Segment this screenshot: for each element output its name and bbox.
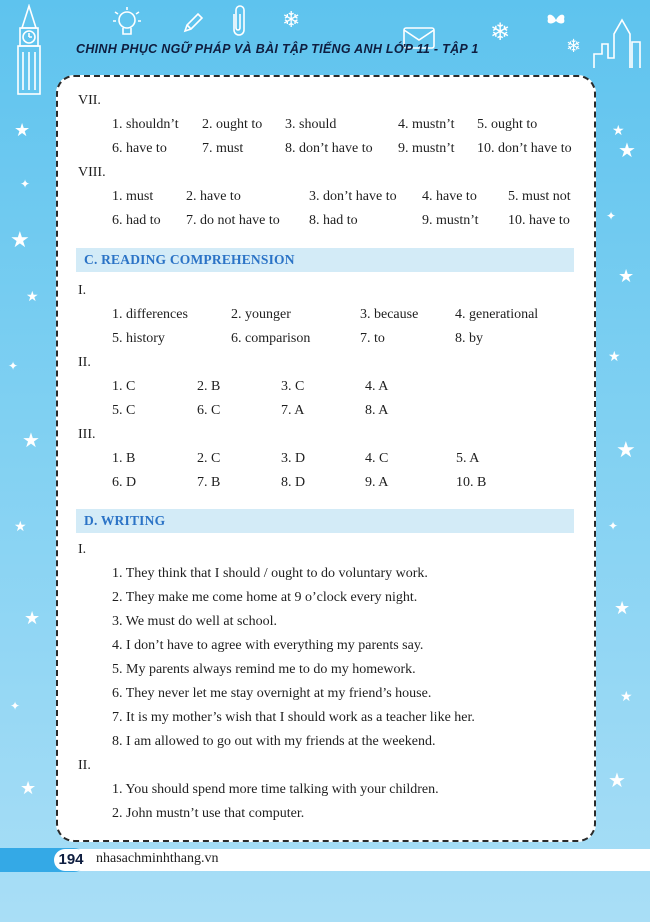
answer-item: 4. C <box>365 451 389 466</box>
section-heading-writing: D. WRITING <box>76 509 574 533</box>
answer-item: 7. do not have to <box>186 213 280 228</box>
answer-item: 10. don’t have to <box>477 141 572 156</box>
answer-item: 10. B <box>456 475 487 490</box>
answer-item: 8. A <box>365 403 389 418</box>
answer-item: 5. ought to <box>477 117 538 132</box>
answer-item: 1. C <box>112 379 136 394</box>
sentence-answer: 8. I am allowed to go out with my friends at the weekend. <box>112 734 436 749</box>
exercise-label: II. <box>78 355 91 370</box>
answer-item: 6. comparison <box>231 331 311 346</box>
exercise-label: VII. <box>78 93 101 108</box>
answer-item: 1. B <box>112 451 136 466</box>
exercise-label: II. <box>78 758 91 773</box>
star-icon: ★ <box>620 689 633 705</box>
answer-item: 5. history <box>112 331 165 346</box>
answer-item: 7. to <box>360 331 385 346</box>
answer-item: 10. have to <box>508 213 570 228</box>
sentence-answer: 2. They make me come home at 9 o’clock every night. <box>112 590 418 605</box>
answer-item: 6. D <box>112 475 137 490</box>
answer-item: 5. must not <box>508 189 571 204</box>
snowflake-icon: ❄ <box>490 18 511 46</box>
star-icon: ✦ <box>10 699 21 713</box>
answer-item: 8. had to <box>309 213 358 228</box>
publisher-website: nhasachminhthang.vn <box>96 851 219 866</box>
star-icon: ★ <box>608 349 621 365</box>
answer-item: 8. D <box>281 475 306 490</box>
star-icon: ✦ <box>8 359 19 373</box>
sentence-answer: 1. They think that I should / ought to do voluntary work. <box>112 566 428 581</box>
star-icon: ✦ <box>20 177 31 191</box>
star-icon: ★ <box>24 608 41 629</box>
star-icon: ★ <box>614 598 631 619</box>
big-ben-icon <box>6 4 52 96</box>
answer-item: 9. A <box>365 475 389 490</box>
snowflake-icon: ❄ <box>282 8 301 33</box>
star-icon: ★ <box>14 519 27 535</box>
star-icon: ★ <box>616 438 636 463</box>
sentence-answer: 5. My parents always remind me to do my homework. <box>112 662 416 677</box>
butterfly-icon <box>546 10 566 30</box>
sentence-answer: 6. They never let me stay overnight at my friend’s house. <box>112 686 432 701</box>
exercise-label: I. <box>78 283 87 298</box>
answer-item: 5. C <box>112 403 136 418</box>
answer-panel <box>56 75 596 842</box>
answer-item: 2. ought to <box>202 117 263 132</box>
star-icon: ★ <box>20 778 37 799</box>
book-title: CHINH PHỤC NGỮ PHÁP VÀ BÀI TẬP TIẾNG ANH LỚP 11 - TẬP 1 <box>76 42 479 56</box>
answer-item: 8. don’t have to <box>285 141 373 156</box>
section-heading-reading: C. READING COMPREHENSION <box>76 248 574 272</box>
answer-item: 6. have to <box>112 141 167 156</box>
sentence-answer: 1. You should spend more time talking with your children. <box>112 782 439 797</box>
answer-content <box>78 90 578 827</box>
paperclip-icon <box>228 4 250 38</box>
answer-item: 3. because <box>360 307 419 322</box>
answer-item: 7. B <box>197 475 221 490</box>
answer-item: 6. C <box>197 403 221 418</box>
pencil-icon <box>182 12 204 34</box>
answer-row <box>78 138 578 162</box>
answer-item: 3. should <box>285 117 337 132</box>
answer-row <box>78 304 578 328</box>
answer-item: 3. C <box>281 379 305 394</box>
answer-row <box>78 210 578 234</box>
exercise-label: I. <box>78 542 87 557</box>
answer-item: 2. C <box>197 451 221 466</box>
star-icon: ✦ <box>608 519 619 533</box>
answer-item: 9. mustn’t <box>398 141 455 156</box>
answer-item: 4. generational <box>455 307 539 322</box>
page-number: 194 <box>54 849 88 871</box>
answer-row <box>78 328 578 352</box>
star-icon: ★ <box>10 228 30 253</box>
answer-item: 2. B <box>197 379 221 394</box>
answer-item: 8. by <box>455 331 483 346</box>
star-icon: ★ <box>618 266 635 287</box>
sentence-answer: 3. We must do well at school. <box>112 614 278 629</box>
answer-row <box>78 448 578 472</box>
sentence-answer: 4. I don’t have to agree with everything my parents say. <box>112 638 424 653</box>
answer-item: 4. A <box>365 379 389 394</box>
answer-row <box>78 472 578 496</box>
answer-item: 6. had to <box>112 213 161 228</box>
exercise-label: III. <box>78 427 96 442</box>
answer-item: 1. differences <box>112 307 188 322</box>
star-icon: ★ <box>608 768 626 792</box>
answer-item: 5. A <box>456 451 480 466</box>
star-icon: ★ <box>618 138 636 162</box>
star-icon: ★ <box>14 120 31 141</box>
sentence-answer: 2. John mustn’t use that computer. <box>112 806 305 821</box>
answer-item: 3. don’t have to <box>309 189 397 204</box>
answer-row <box>78 114 578 138</box>
lightbulb-icon <box>112 6 142 42</box>
star-icon: ★ <box>612 123 625 139</box>
answer-row <box>78 186 578 210</box>
cityscape-icon <box>592 14 648 70</box>
star-icon: ✦ <box>606 209 617 223</box>
answer-item: 1. must <box>112 189 154 204</box>
answer-item: 2. younger <box>231 307 291 322</box>
snowflake-icon: ❄ <box>566 36 582 57</box>
answer-item: 4. mustn’t <box>398 117 455 132</box>
sentence-answer: 7. It is my mother’s wish that I should work as a teacher like her. <box>112 710 475 725</box>
answer-item: 7. must <box>202 141 244 156</box>
star-icon: ★ <box>26 289 39 305</box>
answer-item: 4. have to <box>422 189 477 204</box>
answer-item: 2. have to <box>186 189 241 204</box>
answer-item: 7. A <box>281 403 305 418</box>
answer-row <box>78 400 578 424</box>
answer-item: 1. shouldn’t <box>112 117 179 132</box>
star-icon: ★ <box>22 428 40 452</box>
answer-item: 9. mustn’t <box>422 213 479 228</box>
exercise-label: VIII. <box>78 165 106 180</box>
answer-item: 3. D <box>281 451 306 466</box>
answer-row <box>78 376 578 400</box>
